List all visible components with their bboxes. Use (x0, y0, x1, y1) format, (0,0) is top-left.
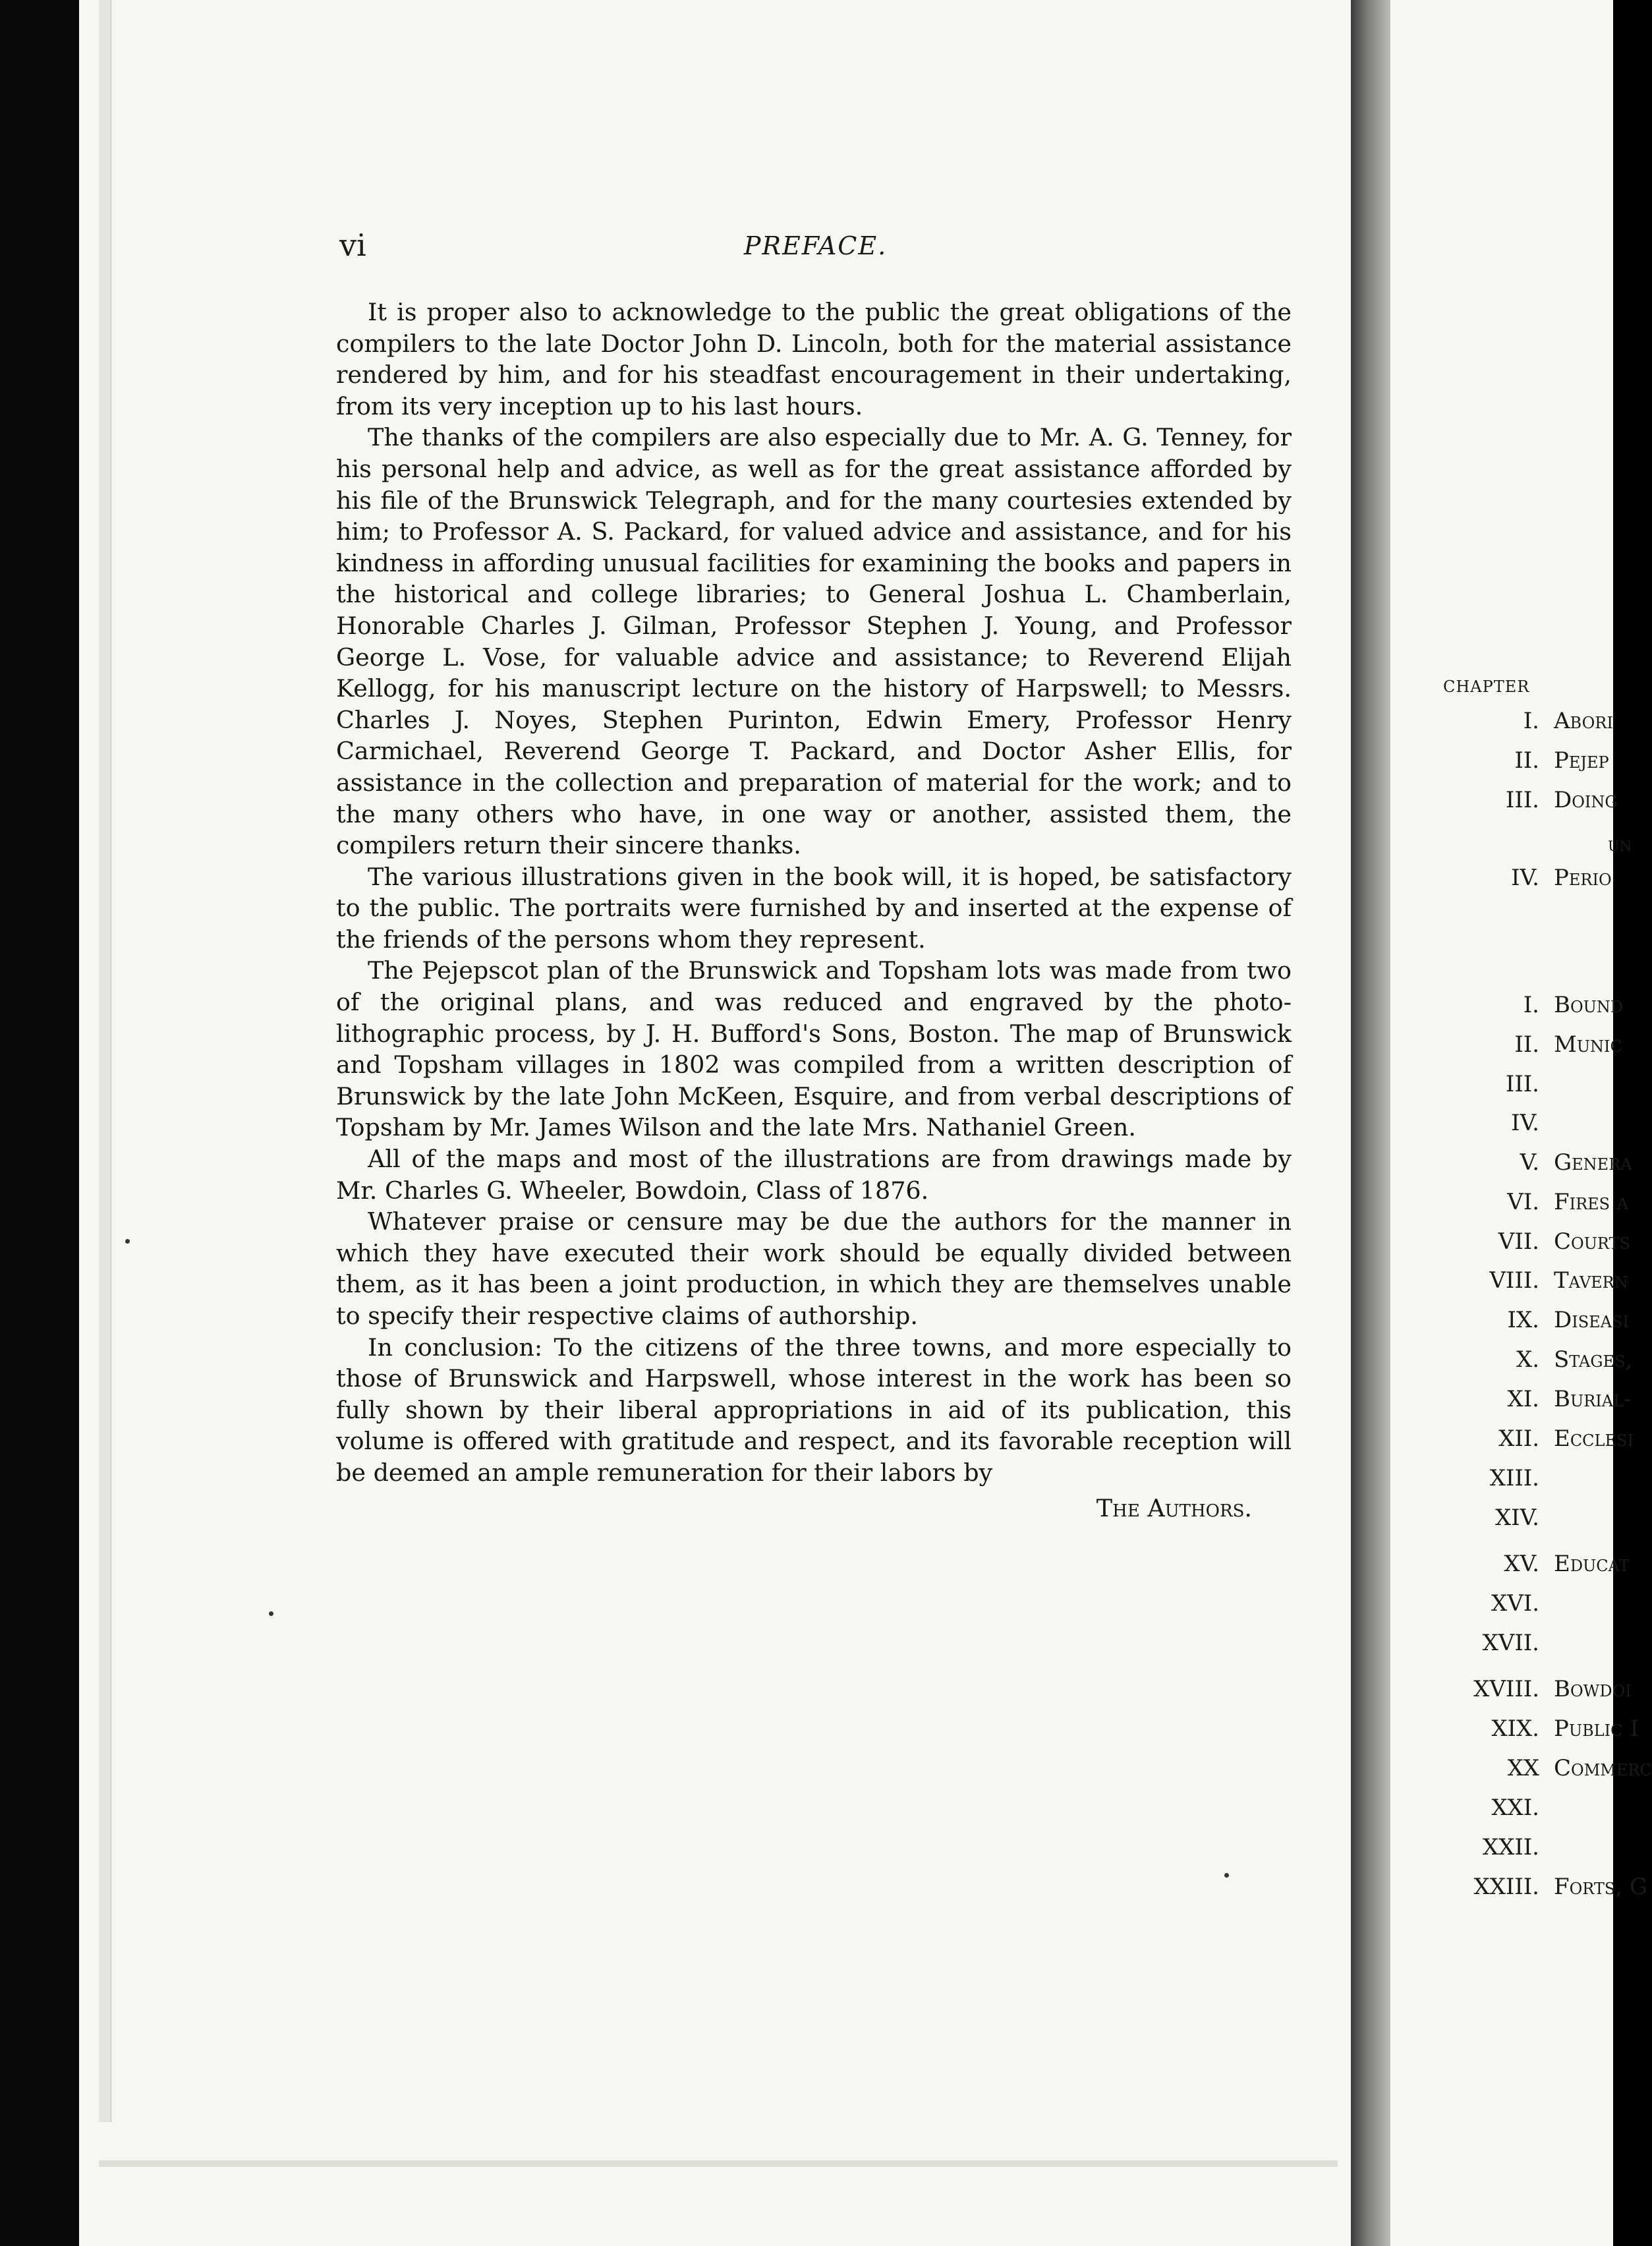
book-fold-shadow (1351, 0, 1390, 2246)
toc-chapter-number: III. (1505, 787, 1539, 813)
toc-row (1390, 1590, 1613, 1623)
toc-row (1390, 708, 1613, 741)
paragraph-illustrations: The various illustrations given in the book will, it is hoped, be satisfactory to the public. The portraits were furnished by and inserted at the expense of the friends of the persons whom they represent. (336, 862, 1292, 954)
toc-chapter-number: VIII. (1489, 1267, 1539, 1294)
toc-chapter-number: XXII. (1482, 1834, 1539, 1860)
toc-chapter-number: V. (1520, 1149, 1539, 1176)
toc-chapter-number: XVI. (1491, 1590, 1539, 1617)
toc-row (1390, 1189, 1629, 1222)
scan-speck (269, 1611, 273, 1616)
toc-row (1390, 747, 1613, 780)
toc-chapter-title: Forts, G (1554, 1874, 1648, 1900)
scan-background-left (0, 0, 79, 2246)
toc-chapter-number: XVII. (1482, 1630, 1539, 1656)
toc-row (1390, 992, 1624, 1025)
toc-row (1390, 1307, 1629, 1340)
toc-row (1390, 1551, 1630, 1584)
toc-chapter-number: I. (1523, 992, 1539, 1018)
toc-chapter-label: CHAPTER (1443, 677, 1530, 696)
toc-row (1390, 1874, 1648, 1907)
toc-chapter-number: VI. (1507, 1189, 1539, 1215)
preface-body (336, 297, 1292, 1524)
toc-chapter-title: Public I (1554, 1715, 1639, 1742)
toc-row (1390, 865, 1613, 898)
paragraph-pejepscot-plan: The Pejepscot plan of the Brunswick and Topsham lots was made from two of the original plans, and was reduced and engraved by the photo-lithographic process, by J. H. Bufford's Sons, Boston. The map of Brunswick and Topsham villages in 1802 was compiled from a written description of Brunswick by the late John McKeen, Esquire, and from verbal descriptions of Topsham by Mr. James Wilson and the late Mrs. Nathaniel Green. (336, 956, 1292, 1142)
toc-chapter-number: IV. (1511, 1110, 1539, 1136)
toc-chapter-title: Stages, (1554, 1346, 1633, 1373)
toc-chapter-title: Educat (1554, 1551, 1630, 1577)
toc-chapter-number: X. (1516, 1346, 1539, 1373)
toc-chapter-title: Commerc (1554, 1755, 1652, 1781)
toc-chapter-title: Perio (1554, 865, 1612, 891)
scan-speck (1224, 1873, 1229, 1878)
toc-chapter-number: XI. (1507, 1386, 1539, 1412)
toc-chapter-number: XX (1507, 1755, 1539, 1781)
toc-row (1390, 1795, 1613, 1828)
scan-speck (125, 1239, 130, 1244)
toc-row (1390, 1228, 1631, 1261)
toc-chapter-number: XXI. (1491, 1795, 1539, 1821)
page-bottom-edge (99, 2160, 1338, 2167)
toc-chapter-number: IX. (1507, 1307, 1539, 1333)
toc-chapter-number: XIV. (1495, 1505, 1539, 1531)
toc-row (1390, 1110, 1613, 1143)
paragraph-maps: All of the maps and most of the illustrations are from drawings made by Mr. Charles G. Wheeler, Bowdoin, Class of 1876. (336, 1145, 1292, 1205)
toc-chapter-number: XIX. (1491, 1715, 1539, 1742)
toc-row (1390, 1149, 1632, 1182)
toc-chapter-number: II. (1514, 747, 1539, 774)
toc-row (1390, 1031, 1622, 1064)
toc-row (1390, 1505, 1613, 1538)
toc-chapter-number: I. (1523, 708, 1539, 734)
toc-row (1390, 1267, 1628, 1300)
toc-row (1390, 1715, 1639, 1748)
table-of-contents (1390, 0, 1652, 2246)
paragraph-praise: Whatever praise or censure may be due the authors for the manner in which they have executed their work should be equally divided between them, as it has been a joint production, in which they are themselves unable to specify their respective claims of authorship. (336, 1207, 1292, 1330)
toc-chapter-number: XVIII. (1473, 1676, 1539, 1702)
toc-chapter-title: Genera (1554, 1149, 1632, 1176)
paragraph-conclusion: In conclusion: To the citizens of the three towns, and more especially to those of Brunswick and Harpswell, whose interest in the work has been so fully shown by their liberal appropriations in aid of its publication, this volume is offered with gratitude and respect, and its favorable reception will be deemed an ample remuneration for their labors by (336, 1333, 1292, 1487)
toc-row (1390, 1630, 1613, 1663)
toc-chapter-number: II. (1514, 1031, 1539, 1058)
toc-chapter-title: Courts (1554, 1228, 1631, 1255)
signature: The Authors. (1096, 1493, 1252, 1522)
toc-row (1390, 1676, 1632, 1709)
toc-row (1390, 1386, 1632, 1419)
toc-chapter-number: VII. (1498, 1228, 1539, 1255)
toc-chapter-title: Abori (1554, 708, 1613, 734)
toc-row (1390, 1755, 1652, 1788)
toc-chapter-number: XII. (1498, 1425, 1539, 1452)
toc-row (1390, 787, 1618, 820)
running-title: PREFACE. (743, 231, 888, 260)
toc-row (1390, 1071, 1613, 1104)
toc-chapter-number: XXIII. (1473, 1874, 1539, 1900)
toc-row (1390, 1425, 1634, 1458)
running-head (339, 227, 1292, 267)
toc-row (1390, 1834, 1613, 1867)
toc-chapter-title: Tavern (1554, 1267, 1628, 1294)
toc-chapter-title: Bound (1554, 992, 1624, 1018)
toc-chapter-title: Bowdoi (1554, 1676, 1632, 1702)
toc-chapter-title: Fires a (1554, 1189, 1629, 1215)
toc-chapter-number: XV. (1504, 1551, 1539, 1577)
paragraph-thanks: The thanks of the compilers are also especially due to Mr. A. G. Tenney, for his personal help and advice, as well as for the great assistance afforded by his file of the Brunswick Telegraph, and for the many courtesies extended by him; to Professor A. S. Packard, for valued advice and assistance, and for his kindness in affording unusual facilities for examining the books and papers in the historical and college libraries; to General Joshua L. Chamberlain, Honorable Charles J. Gilman, Professor Stephen J. Young, and Professor George L. Vose, for valuable advice and assistance; to Reverend Elijah Kellogg, for his manuscript lecture on the history of Harpswell; to Messrs. Charles J. Noyes, Stephen Purinton, Edwin Emery, Professor Henry Carmichael, Reverend George T. Packard, and Doctor Asher Ellis, for assistance in the collection and preparation of material for the work; and to the many others who have, in one way or another, assisted them, the compilers return their sincere thanks. (336, 423, 1292, 860)
toc-chapter-number: III. (1505, 1071, 1539, 1097)
toc-chapter-title: Ecclesi (1554, 1425, 1634, 1452)
toc-chapter-number: XIII. (1489, 1465, 1539, 1491)
toc-chapter-title: Burial- (1554, 1386, 1632, 1412)
toc-chapter-title: Diseasi (1554, 1307, 1629, 1333)
paragraph-lincoln: It is proper also to acknowledge to the public the great obligations of the compilers to the late Doctor John D. Lincoln, both for the material assistance rendered by him, and for his steadfast encouragement in their undertaking, from its very inception up to his last hours. (336, 298, 1292, 420)
toc-row (1390, 1346, 1633, 1379)
toc-chapter-title: Doing (1554, 787, 1618, 813)
toc-row (1390, 1465, 1613, 1498)
page-number: vi (339, 227, 366, 263)
page-edge (99, 0, 111, 2122)
toc-chapter-title: Pejep (1554, 747, 1609, 774)
toc-chapter-number: IV. (1511, 865, 1539, 891)
toc-continuation: un (1608, 833, 1632, 856)
toc-chapter-title: Munic (1554, 1031, 1622, 1058)
